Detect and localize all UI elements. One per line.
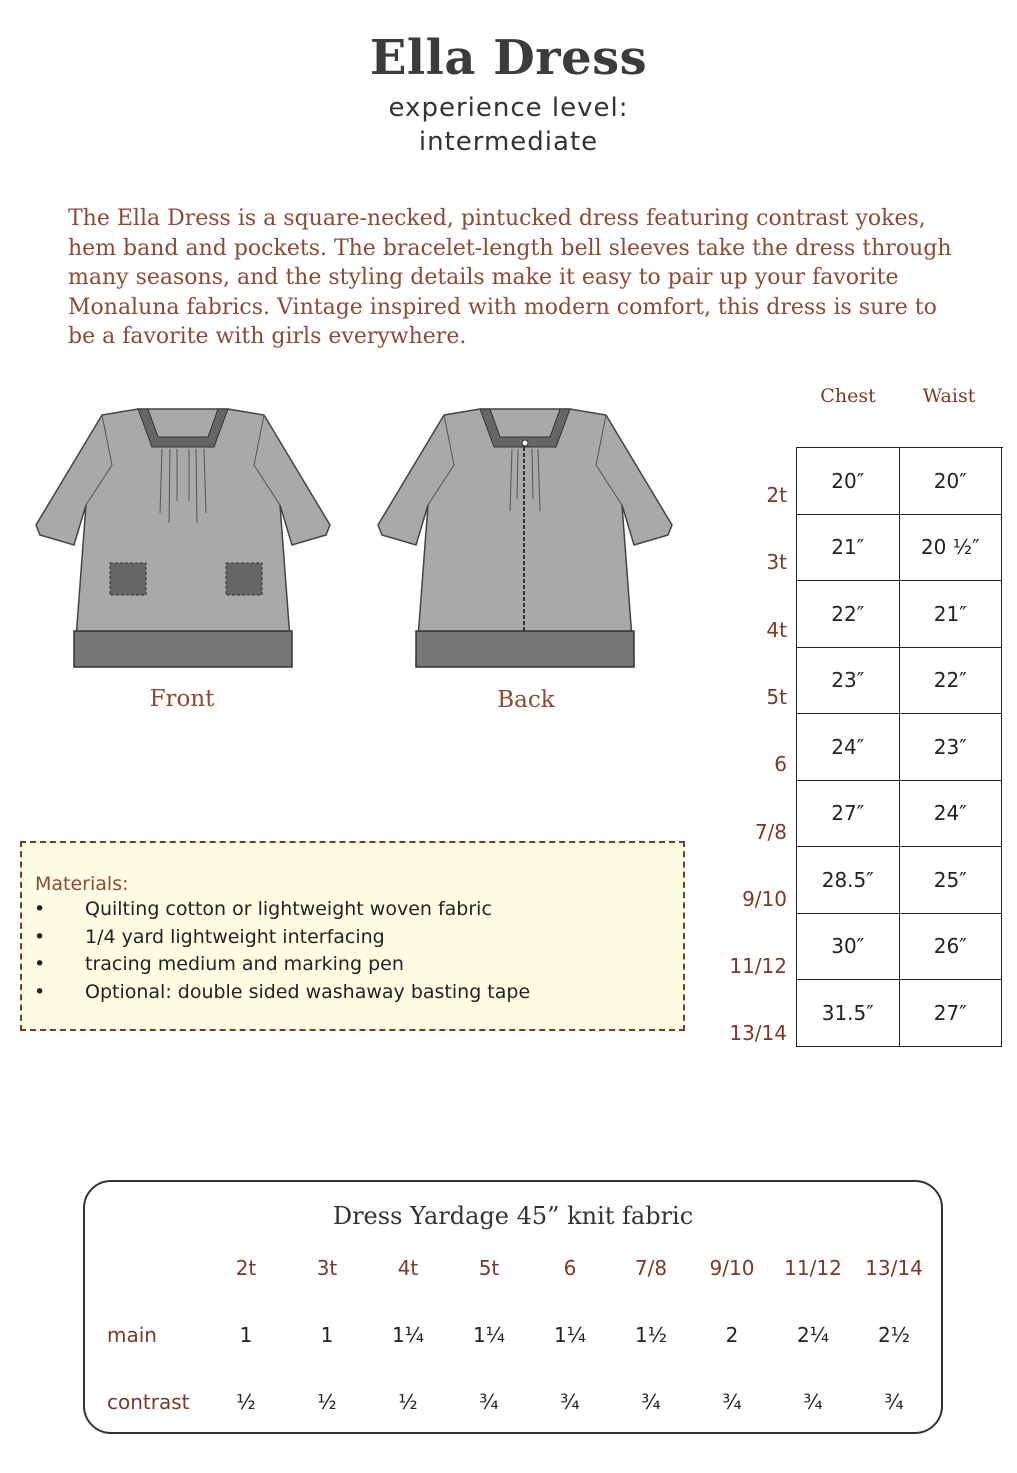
materials-item-text: 1/4 yard lightweight interfacing xyxy=(85,925,385,948)
size-label: 7/8 xyxy=(754,819,787,844)
bullet-icon: • xyxy=(34,898,46,920)
size-label: 13/14 xyxy=(729,1021,787,1046)
yardage-contrast-value: ¾ xyxy=(722,1390,742,1414)
size-chart-row xyxy=(797,515,1003,582)
description-paragraph: The Ella Dress is a square-necked, pintucked dress featuring contrast yokes, hem band and pockets. The bracelet-length bell sleeves take the dress through many seasons, and the styling details make it easy to pair up your favorite Monaluna fabrics. Vintage inspired with modern comfort, this dress is sure to be a favorite with girls everywhere. xyxy=(68,206,952,349)
waist-cell: 22″ xyxy=(900,648,1003,715)
yardage-size-header: 13/14 xyxy=(865,1256,923,1280)
dress-back-illustration xyxy=(372,405,678,677)
yardage-main-value: 2½ xyxy=(877,1323,911,1347)
yardage-main-value: 1¼ xyxy=(391,1323,425,1347)
yardage-main-value: 2 xyxy=(725,1323,739,1347)
chest-cell: 23″ xyxy=(797,648,900,715)
bullet-icon: • xyxy=(34,980,46,1003)
yardage-contrast-value: ½ xyxy=(317,1390,337,1414)
page-title: Ella Dress xyxy=(369,30,648,86)
yardage-size-header: 2t xyxy=(235,1256,257,1280)
yardage-contrast-label: contrast xyxy=(107,1390,190,1414)
size-chart-row xyxy=(797,714,1003,781)
size-chart-row xyxy=(797,581,1003,648)
yardage-main-value: 2¼ xyxy=(796,1323,830,1347)
waist-cell: 20″ xyxy=(900,448,1003,515)
chest-cell: 27″ xyxy=(797,781,900,848)
size-chart-table xyxy=(796,447,1003,1047)
size-label: 9/10 xyxy=(742,886,787,911)
size-label: 4t xyxy=(766,617,787,642)
waist-cell: 25″ xyxy=(900,847,1003,914)
yardage-size-header: 6 xyxy=(563,1256,577,1280)
yardage-size-header: 3t xyxy=(316,1256,338,1280)
yardage-main-value: 1½ xyxy=(634,1323,668,1347)
size-label: 11/12 xyxy=(729,954,787,979)
back-caption: Back xyxy=(497,687,555,713)
yardage-size-header: 5t xyxy=(478,1256,500,1280)
size-chart-row xyxy=(797,980,1003,1047)
dress-front-illustration xyxy=(30,405,336,677)
yardage-main-value: 1 xyxy=(239,1323,253,1347)
materials-list xyxy=(32,898,530,1008)
yardage-main-label: main xyxy=(107,1323,157,1347)
size-chart-row xyxy=(797,648,1003,715)
yardage-box xyxy=(83,1180,943,1434)
yardage-contrast-value: ¾ xyxy=(803,1390,823,1414)
size-chart-row xyxy=(797,847,1003,914)
materials-item xyxy=(32,898,530,926)
size-chart-row xyxy=(797,448,1003,515)
chest-cell: 28.5″ xyxy=(797,847,900,914)
waist-cell: 27″ xyxy=(900,980,1003,1047)
yardage-size-header: 11/12 xyxy=(784,1256,842,1280)
yardage-contrast-value: ¾ xyxy=(479,1390,499,1414)
materials-item-text: Quilting cotton or lightweight woven fabric xyxy=(85,898,492,920)
yardage-size-header: 4t xyxy=(397,1256,419,1280)
yardage-contrast-value: ¾ xyxy=(884,1390,904,1414)
size-label: 6 xyxy=(774,752,787,777)
materials-item-text: tracing medium and marking pen xyxy=(85,953,404,975)
waist-cell: 23″ xyxy=(900,714,1003,781)
size-label: 2t xyxy=(766,483,787,507)
chest-cell: 24″ xyxy=(797,714,900,781)
experience-level-label: experience level: xyxy=(388,93,629,123)
size-chart-row xyxy=(797,914,1003,981)
size-chart-header-waist: Waist xyxy=(922,385,976,407)
materials-item-text: Optional: double sided washaway basting tape xyxy=(85,980,531,1003)
yardage-contrast-value: ½ xyxy=(236,1390,256,1414)
yardage-main-value: 1¼ xyxy=(472,1323,506,1347)
materials-title: Materials: xyxy=(35,873,129,895)
experience-level-value: intermediate xyxy=(418,127,599,157)
bullet-icon: • xyxy=(34,953,46,975)
waist-cell: 26″ xyxy=(900,914,1003,981)
materials-item xyxy=(32,926,530,954)
chest-cell: 21″ xyxy=(797,515,900,582)
waist-cell: 21″ xyxy=(900,581,1003,648)
yardage-main-value: 1¼ xyxy=(553,1323,587,1347)
materials-box xyxy=(20,841,685,1031)
yardage-contrast-value: ¾ xyxy=(560,1390,580,1414)
waist-cell: 24″ xyxy=(900,781,1003,848)
yardage-size-header: 7/8 xyxy=(634,1256,668,1280)
size-chart-row xyxy=(797,781,1003,848)
yardage-main-value: 1 xyxy=(320,1323,334,1347)
chest-cell: 31.5″ xyxy=(797,980,900,1047)
yardage-contrast-value: ¾ xyxy=(641,1390,661,1414)
yardage-title: Dress Yardage 45” knit fabric xyxy=(332,1202,694,1230)
yardage-size-header: 9/10 xyxy=(709,1256,755,1280)
chest-cell: 20″ xyxy=(797,448,900,515)
waist-cell: 20 ½″ xyxy=(900,515,1003,582)
materials-item xyxy=(32,953,530,981)
bullet-icon: • xyxy=(34,925,46,948)
front-caption: Front xyxy=(149,686,215,712)
size-chart-header-chest: Chest xyxy=(820,385,876,407)
chest-cell: 22″ xyxy=(797,581,900,648)
yardage-contrast-value: ½ xyxy=(398,1390,418,1414)
materials-item xyxy=(32,981,530,1009)
size-label: 5t xyxy=(766,684,787,709)
size-label: 3t xyxy=(766,550,787,575)
chest-cell: 30″ xyxy=(797,914,900,981)
